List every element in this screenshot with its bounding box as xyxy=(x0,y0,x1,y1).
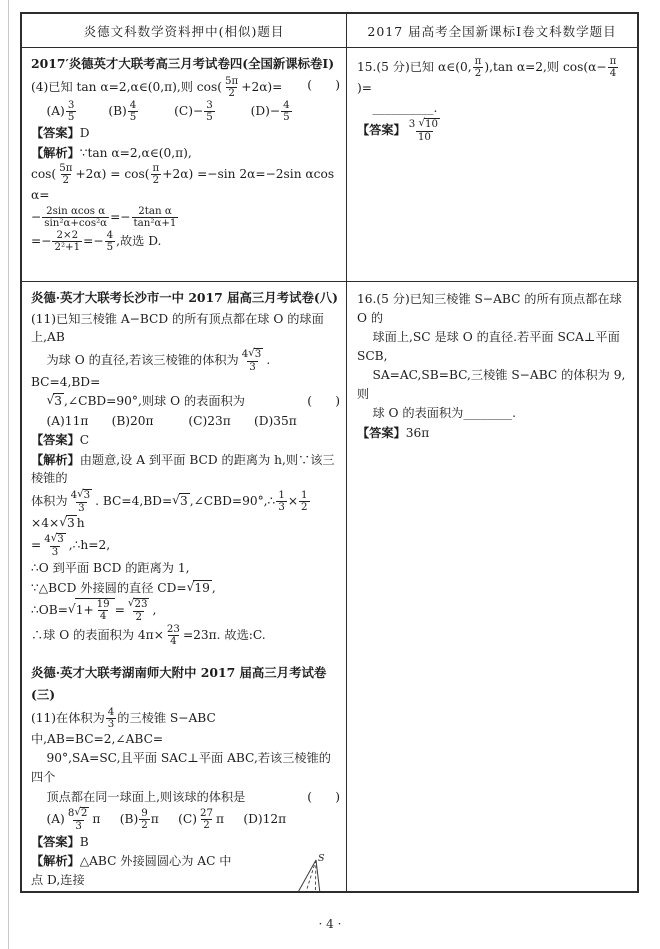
header-left-title: 炎德文科数学资料押中(相似)题目 xyxy=(83,23,285,39)
tetrahedron-figure xyxy=(244,852,340,891)
cell-right-question-16 xyxy=(346,282,637,891)
math-line: (A)11π (B)20π (C)23π (D)35π xyxy=(31,413,297,428)
math-line: (A) $\frac{8√2}{3}$ π (B) $\frac{9}{2}$ π (C) $\frac{27}{2}$ π (D)12π xyxy=(31,806,287,832)
solution-with-figure xyxy=(31,852,340,891)
table-row-1 xyxy=(22,48,637,282)
scan-page-edge-line xyxy=(8,0,9,949)
table-body xyxy=(22,48,637,891)
math-line: ∴O 到平面 BCD 的距离为 1, xyxy=(31,561,190,576)
math-line: (11)已知三棱锥 A−BCD 的所有顶点都在球 O 的球面上,AB xyxy=(31,311,324,345)
math-line: = $\frac{4√3}{3}$ ,∴h=2, xyxy=(31,532,111,559)
question-block xyxy=(31,707,340,852)
question-block xyxy=(357,290,630,442)
math-line: 15.(5 分)已知 α∈(0, $\frac{\pi}{2}$ ),tan α=2,则 cos(α− $\frac{\pi}{4}$ )= xyxy=(357,55,617,96)
math-line: __________. xyxy=(357,100,438,115)
math-line: ∵△BCD 外接圆的直径 CD=√19 , xyxy=(31,579,216,595)
math-line: 90°,SA=SC,且平面 SAC⊥平面 ABC,若该三棱锥的四个 xyxy=(31,751,331,784)
table-row-2 xyxy=(22,282,637,891)
table-header-row xyxy=(22,14,637,48)
math-line: 【答案】36π xyxy=(357,425,430,440)
exam-source-title: 2017′炎德英才大联考高三月考试卷四(全国新课标卷Ⅰ) xyxy=(31,56,335,71)
math-line: 【解析】∵tan α=2,α∈(0,π), xyxy=(31,145,192,160)
math-line: (4)已知 tan α=2,α∈(0,π),则 cos( $\frac{5\pi}{2}$ +2α)= ( ) xyxy=(31,74,340,99)
math-line: 【答案】C xyxy=(31,433,90,448)
header-right-title: 2017 届高考全国新课标Ⅰ卷文科数学题目 xyxy=(346,14,637,47)
block-gap xyxy=(31,648,340,662)
math-line: 球面上,SC 是球 O 的直径.若平面 SCA⊥平面 SCB, xyxy=(357,330,624,363)
question-block xyxy=(357,56,630,143)
math-line: √3 ,∠CBD=90°,则球 O 的表面积为 ( ) xyxy=(46,393,340,409)
math-line: 【解析】由题意,设 A 到平面 BCD 的距离为 h,则∵该三棱锥的 xyxy=(31,452,335,486)
math-line: 顶点都在同一球面上,则该球的体积是 ( ) xyxy=(31,789,340,804)
math-line: =− $\frac{2\times 2}{\text{2²+1}}$ =− $\frac{4}{5}$ ,故选 D. xyxy=(31,228,162,253)
math-line: 【答案】B xyxy=(31,834,89,849)
math-line: 【答案】 $\frac{3 √10}{10}$ xyxy=(357,117,439,143)
math-line: 球 O 的表面积为________. xyxy=(357,406,516,421)
math-line: (A) $\frac{3}{5}$ (B) $\frac{4}{5}$ (C)− $\frac{3}{5}$ (D)− $\frac{4}{5}$ xyxy=(31,98,290,123)
math-line: 【解析】△ABC 外接圆圆心为 AC 中点 D,连接 xyxy=(31,854,232,888)
page-number: · 4 · xyxy=(318,917,342,931)
math-line: 【答案】D xyxy=(31,125,90,140)
math-line: 16.(5 分)已知三棱锥 S−ABC 的所有顶点都在球 O 的 xyxy=(357,292,626,325)
math-line: SA=AC,SB=BC,三棱锥 S−ABC 的体积为 9,则 xyxy=(357,368,626,401)
math-line: ∴OB=√1+ $\frac{19}{4}$ = $\frac{√23}{2}$ , xyxy=(31,597,157,624)
vertex-label-s: S xyxy=(318,853,325,865)
comparison-table xyxy=(20,12,639,893)
math-line: ∴球 O 的表面积为 4π× $\frac{23}{4}$ =23π. 故选:C. xyxy=(31,623,266,648)
math-line: (11)在体积为 $\frac{4}{3}$ 的三棱锥 S−ABC 中,AB=BC=2,∠ABC= xyxy=(31,705,220,746)
cell-left-questions-11 xyxy=(22,282,346,891)
math-line: 为球 O 的直径,若该三棱锥的体积为 $\frac{4√3}{3}$ . BC=4,BD= xyxy=(31,346,275,389)
question-block xyxy=(31,310,340,648)
cell-left-question-4 xyxy=(22,48,346,281)
math-line: − $\frac{\text{2sin αcos α}}{\text{sin²α+cos²α}}$ =− $\frac{\text{2tan α}}{\text{tan²α+1}}$ xyxy=(31,204,177,229)
exam-source-title: 炎德·英才大联考湖南师大附中 2017 届高三月考试卷(三) xyxy=(31,665,327,703)
math-line: 体积为 $\frac{4√3}{3}$ . BC=4,BD=√3 ,∠CBD=90°,∴ $\frac{1}{3}$ × $\frac{1}{2}$ ×4×√3 h xyxy=(31,487,308,530)
exam-source-title: 炎德·英才大联考长沙市一中 2017 届高三月考试卷(八) xyxy=(31,290,338,305)
math-line: cos( $\frac{5\pi}{2}$ +2α) = cos( $\frac{\pi}{2}$ +2α) =−sin 2α=−2sin αcos α= xyxy=(31,162,338,203)
question-block xyxy=(31,76,340,253)
cell-right-question-15 xyxy=(346,48,637,281)
